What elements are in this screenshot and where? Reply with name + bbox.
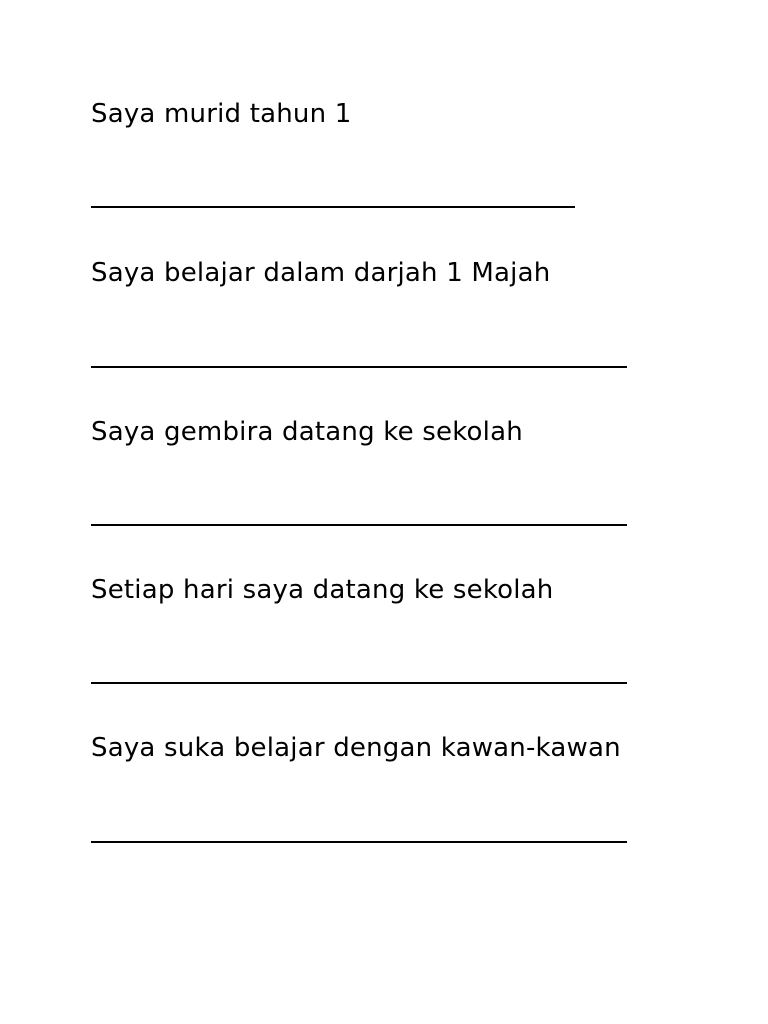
sentence-5: Saya suka belajar dengan kawan-kawan [91, 733, 621, 763]
writing-line-1[interactable] [91, 206, 575, 208]
writing-line-3[interactable] [91, 524, 627, 526]
sentence-1: Saya murid tahun 1 [91, 99, 352, 129]
sentence-2: Saya belajar dalam darjah 1 Majah [91, 258, 551, 288]
writing-line-4[interactable] [91, 682, 627, 684]
sentence-4: Setiap hari saya datang ke sekolah [91, 575, 554, 605]
writing-line-5[interactable] [91, 841, 627, 843]
sentence-3: Saya gembira datang ke sekolah [91, 417, 523, 447]
writing-line-2[interactable] [91, 366, 627, 368]
